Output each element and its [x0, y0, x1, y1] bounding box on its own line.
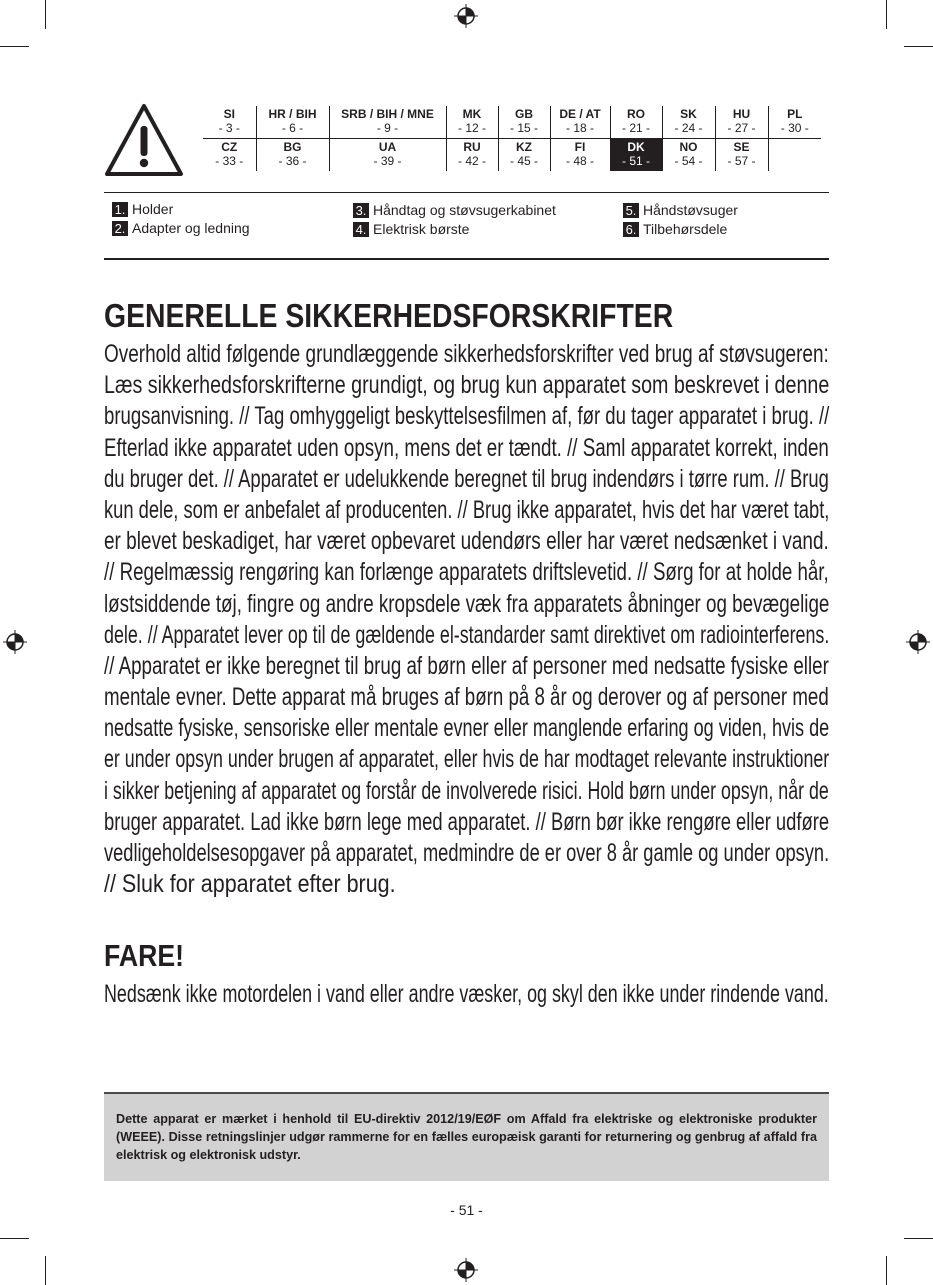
part-label: Holder	[132, 201, 174, 217]
safety-line: vedligeholdelsesopgaver på apparatet, medmindre de er over 8 år gamle og under opsyn.	[104, 839, 830, 867]
registration-mark-icon	[454, 1258, 478, 1282]
divider	[104, 258, 829, 260]
language-cell-srb-bih-mne: SRB / BIH / MNE - 9 -	[329, 106, 446, 139]
parts-legend-col-1	[112, 200, 250, 238]
safety-line: Efterlad ikke apparatet uden opsyn, mens det er tændt. // Saml apparatet korrekt, inden	[104, 433, 829, 462]
safety-line: // Regelmæssig rengøring kan forlænge apparatets driftslevetid. // Sørg for at holde hår,	[104, 558, 829, 587]
part-item	[112, 219, 250, 238]
registration-mark-icon	[3, 630, 27, 654]
crop-mark	[45, 1256, 46, 1285]
crop-mark	[45, 0, 46, 29]
safety-line: i sikker betjening af apparatet og forstår de involverede risici. Hold børn under opsyn, når de	[104, 776, 829, 805]
danger-title: FARE!	[104, 938, 184, 973]
part-label: Håndstøvsuger	[643, 202, 738, 218]
weee-notice-box	[104, 1092, 829, 1181]
danger-body	[104, 979, 829, 1010]
safety-line: mentale evner. Dette apparat må bruges af børn på 8 år og derover og af personer med	[104, 683, 829, 712]
language-cell-bg: BG - 36 -	[256, 139, 329, 172]
divider	[104, 192, 829, 193]
language-cell-dk-current: DK - 51 -	[610, 139, 662, 172]
part-item	[623, 220, 738, 239]
part-label: Adapter og ledning	[132, 220, 250, 236]
parts-legend-col-2	[353, 201, 556, 239]
language-cell-no: NO - 54 -	[662, 139, 715, 172]
crop-mark	[0, 46, 29, 47]
safety-title: GENERELLE SIKKERHEDSFORSKRIFTER	[104, 297, 674, 334]
part-number: 5.	[623, 203, 639, 218]
language-cell-empty	[768, 139, 821, 172]
language-cell-pl: PL - 30 -	[768, 106, 821, 139]
safety-line: Overhold altid følgende grundlæggende sikkerhedsforskrifter ved brug af støvsugeren:	[104, 340, 829, 368]
part-number: 1.	[112, 202, 128, 217]
language-cell-hr-bih: HR / BIH - 6 -	[256, 106, 329, 139]
language-cell-se: SE - 57 -	[715, 139, 768, 172]
language-cell-de-at: DE / AT - 18 -	[550, 106, 610, 139]
language-cell-kz: KZ - 45 -	[498, 139, 550, 172]
crop-mark	[0, 1238, 29, 1239]
safety-line: Læs sikkerhedsforskrifterne grundigt, og brug kun apparatet som beskrevet i denne	[104, 371, 830, 400]
part-number: 2.	[112, 221, 128, 236]
language-cell-si: SI - 3 -	[203, 106, 256, 139]
safety-line: // Sluk for apparatet efter brug.	[104, 870, 396, 899]
language-cell-ro: RO - 21 -	[610, 106, 662, 139]
part-item	[353, 220, 556, 239]
crop-mark	[886, 1256, 887, 1285]
safety-line: du bruger det. // Apparatet er udelukkende beregnet til brug indendørs i tørre rum. // Brug	[104, 464, 829, 493]
safety-line: nedsatte fysiske, sensoriske eller mentale evner eller manglende erfaring og viden, hvis de	[104, 714, 830, 743]
language-index-table	[203, 106, 821, 171]
language-cell-gb: GB - 15 -	[498, 106, 550, 139]
parts-legend-col-3	[623, 201, 738, 239]
safety-line: kun dele, som er anbefalet af producenten. // Brug ikke apparatet, hvis det har været tabt,	[104, 495, 830, 524]
language-cell-cz: CZ - 33 -	[215, 140, 244, 168]
language-cell-ru: RU - 42 -	[446, 139, 498, 172]
language-cell-ua: UA - 39 -	[329, 139, 446, 172]
crop-mark	[904, 46, 933, 47]
part-number: 4.	[353, 222, 369, 237]
language-cell-hu: HU - 27 -	[715, 106, 768, 139]
weee-notice-text: Dette apparat er mærket i henhold til EU-direktiv 2012/19/EØF om Affald fra elektriske og elektroniske produkter (WEEE). Disse retningslinjer udgør rammerne for en fælles europæisk garanti for returnering og genbrug af affald fra elektrisk og elektronisk udstyr.	[116, 1112, 817, 1162]
part-label: Elektrisk børste	[373, 221, 470, 237]
crop-mark	[904, 1238, 933, 1239]
warning-triangle-icon	[104, 102, 184, 178]
language-cell-mk: MK - 12 -	[446, 106, 498, 139]
language-cell-sk: SK - 24 -	[662, 106, 715, 139]
crop-mark	[886, 0, 887, 29]
part-number: 3.	[353, 203, 369, 218]
safety-line: er blevet beskadiget, har været opbevaret udendørs eller har været nedsænket i vand.	[104, 527, 829, 556]
part-label: Håndtag og støvsugerkabinet	[373, 202, 556, 218]
safety-line: løstsiddende tøj, fingre og andre kropsdele væk fra apparatets åbninger og bevægelige	[104, 589, 830, 618]
safety-line: er under opsyn under brugen af apparatet, eller hvis de har modtaget relevante instruktioner	[104, 745, 830, 774]
safety-line: // Apparatet er ikke beregnet til brug af børn eller af personer med nedsatte fysiske eller	[104, 651, 829, 680]
safety-line: bruger apparatet. Lad ikke børn lege med apparatet. // Børn bør ikke rengøre eller udføre	[104, 807, 830, 836]
registration-mark-icon	[454, 4, 478, 28]
part-item	[112, 200, 250, 219]
part-label: Tilbehørsdele	[643, 221, 728, 237]
safety-line: brugsanvisning. // Tag omhyggeligt beskyttelsesfilmen af, før du tager apparatet i brug. //	[104, 402, 830, 431]
part-item	[623, 201, 738, 220]
page-number: - 51 -	[450, 1202, 483, 1218]
danger-text: Nedsænk ikke motordelen i vand eller andre væsker, og skyl den ikke under rindende vand.	[104, 980, 829, 1008]
part-item	[353, 201, 556, 220]
safety-line: dele. // Apparatet lever op til de gældende el-standarder samt direktivet om radiointerferens.	[104, 620, 830, 649]
safety-body	[104, 339, 829, 900]
language-cell-fi: FI - 48 -	[550, 139, 610, 172]
part-number: 6.	[623, 222, 639, 237]
registration-mark-icon	[906, 630, 930, 654]
